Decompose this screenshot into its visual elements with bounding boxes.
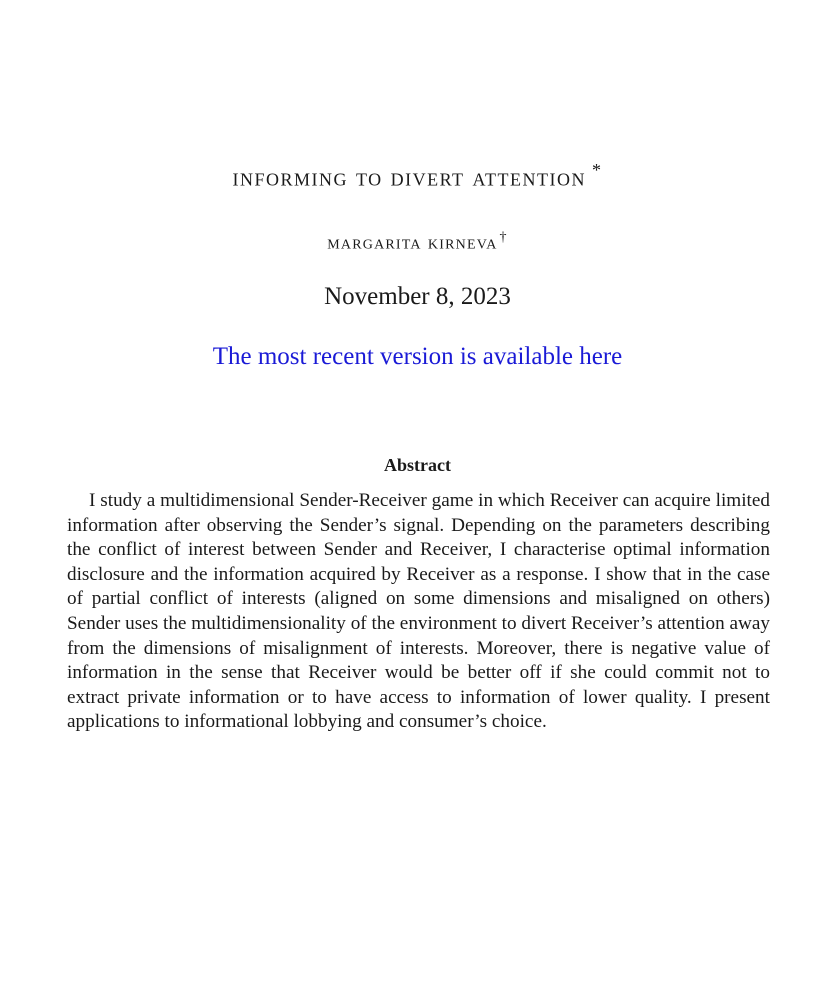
abstract-heading: Abstract <box>384 455 451 475</box>
author-block <box>0 230 835 255</box>
title-footnote-mark[interactable]: * <box>592 160 603 180</box>
author-name-text: margarita kirneva <box>327 231 498 254</box>
paper-title <box>0 160 835 193</box>
author-footnote-mark[interactable]: † <box>499 230 508 245</box>
title-block <box>0 160 835 193</box>
author-name <box>0 230 835 255</box>
paper-title-text: informing to divert attention <box>232 162 587 192</box>
abstract-text: I study a multidimensional Sender-Receiver game in which Receiver can acquire limited information after observing the Sender’s signal. Depending on the parameters describing the conflict of interest between Sender and Receiver, I characterise optimal information disclosure and the information acquired by Receiver as a response. I show that in the case of partial conflict of interests (aligned on some dimensions and misaligned on others) Sender uses the multidimensionality of the environment to divert Receiver’s attention away from the dimensions of misalignment of interests. Moreover, there is negative value of information in the sense that Receiver would be better off if she could commit not to extract private information or to have access to information of lower quality. I present applications to informational lobbying and consumer’s choice. <box>67 490 770 733</box>
recent-version-link[interactable]: The most recent version is available here <box>212 343 623 370</box>
paper-date: November 8, 2023 <box>324 283 511 310</box>
